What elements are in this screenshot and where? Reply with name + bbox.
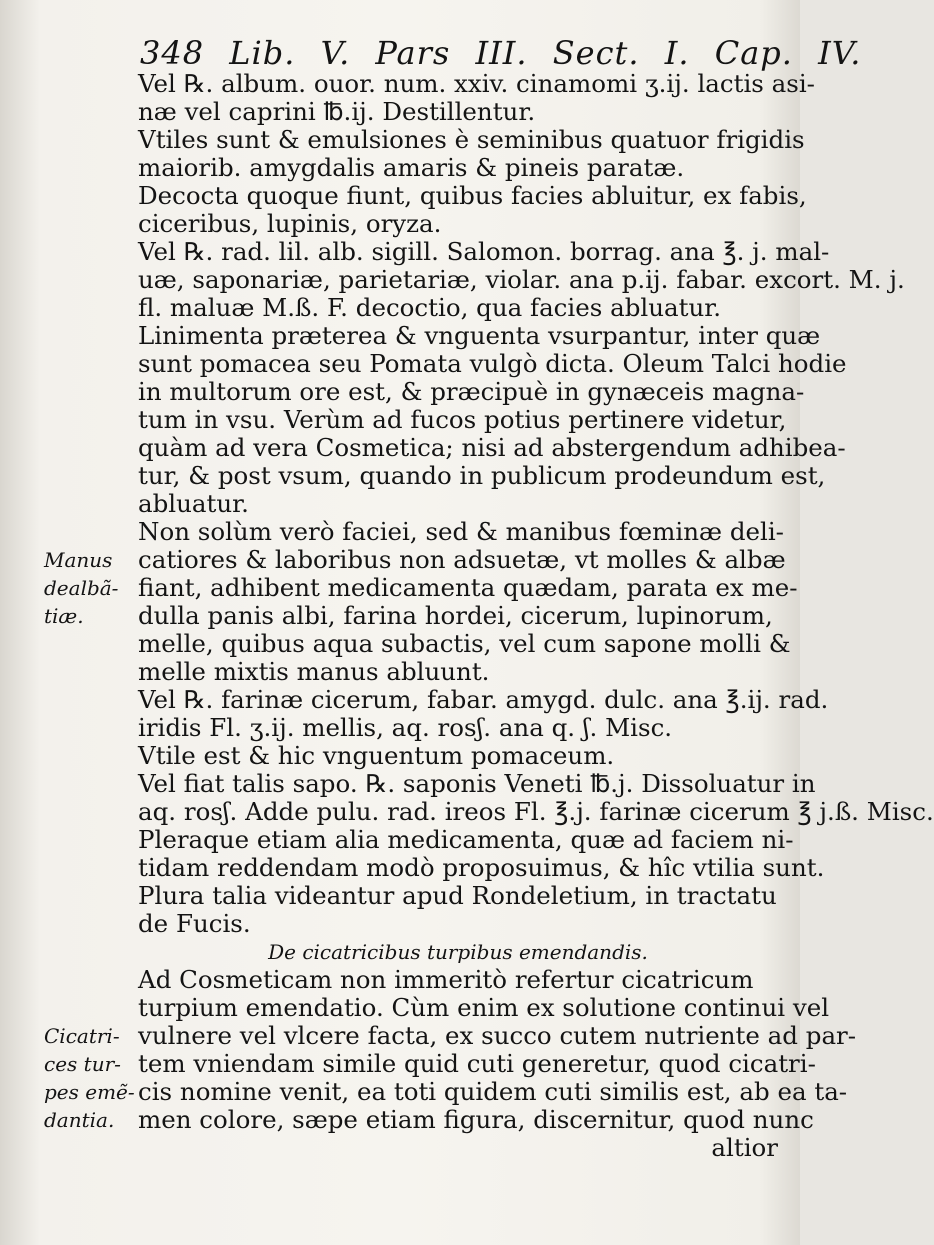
header-chapter: Cap. IV. <box>714 34 862 72</box>
body-text <box>138 69 934 1162</box>
margin-note-line: Cicatri- <box>44 1024 120 1048</box>
text-line: dulla panis albi, farina hordei, cicerum, lupinorum, <box>138 601 773 630</box>
text-line: Pleraque etiam alia medicamenta, quæ ad faciem ni- <box>138 825 794 854</box>
text-line: turpium emendatio. Cùm enim ex solutione continui vel <box>138 993 830 1022</box>
text-line: cis nomine venit, ea toti quidem cuti similis est, ab ea ta- <box>138 1077 848 1106</box>
header-section: Sect. I. <box>552 34 690 72</box>
margin-note-line: Manus <box>44 548 113 572</box>
text-line: Vtile est & hic vnguentum pomaceum. <box>138 741 615 770</box>
margin-note-line: tiæ. <box>44 604 84 628</box>
text-line: fiant, adhibent medicamenta quædam, parata ex me- <box>138 573 798 602</box>
text-line: melle mixtis manus abluunt. <box>138 657 490 686</box>
page-number: 348 <box>140 34 205 72</box>
text-line: fl. maluæ M.ß. F. decoctio, qua facies abluatur. <box>138 293 722 322</box>
text-line: men colore, sæpe etiam figura, discernitur, quod nunc <box>138 1105 814 1134</box>
text-line: iridis Fl. ʒ.ij. mellis, aq. rosʃ. ana q. ʃ. Misc. <box>138 713 673 742</box>
text-line: quàm ad vera Cosmetica; nisi ad abstergendum adhibea- <box>138 433 846 462</box>
text-line: in multorum ore est, & præcipuè in gynæceis magna- <box>138 377 805 406</box>
text-line: Ad Cosmeticam non immeritò refertur cicatricum <box>138 965 754 994</box>
margin-note-cicatrices <box>44 1022 134 1134</box>
running-header <box>140 34 862 72</box>
text-line: maiorib. amygdalis amaris & pineis paratæ. <box>138 153 685 182</box>
text-line: catiores & laboribus non adsuetæ, vt molles & albæ <box>138 545 786 574</box>
text-line: de Fucis. <box>138 909 251 938</box>
text-line: aq. rosʃ. Adde pulu. rad. ireos Fl. ℥.j. farinæ cicerum ℥ j.ß. Misc. <box>138 797 934 826</box>
text-line: tum in vsu. Verùm ad fucos potius pertinere videtur, <box>138 405 787 434</box>
margin-note-manus <box>44 546 134 630</box>
margin-note-line: pes emẽ- <box>44 1080 135 1104</box>
text-line: Decocta quoque fiunt, quibus facies abluitur, ex fabis, <box>138 181 807 210</box>
text-line: Non solùm verò faciei, sed & manibus fœminæ deli- <box>138 517 784 546</box>
margin-note-line: dantia. <box>44 1108 115 1132</box>
header-book: Lib. V. <box>229 34 351 72</box>
text-line: Vel ℞. album. ouor. num. xxiv. cinamomi ʒ.ij. lactis asi- <box>138 69 815 98</box>
text-line: uæ, saponariæ, parietariæ, violar. ana p.ij. fabar. excort. M. j. <box>138 265 905 294</box>
text-line: ciceribus, lupinis, oryza. <box>138 209 442 238</box>
text-line: Vel ℞. rad. lil. alb. sigill. Salomon. borrag. ana ℥. j. mal- <box>138 237 830 266</box>
text-line: Plura talia videantur apud Rondeletium, in tractatu <box>138 881 777 910</box>
text-line: tem vniendam simile quid cuti generetur, quod cicatri- <box>138 1049 816 1078</box>
text-line: næ vel caprini ℔.ij. Destillentur. <box>138 97 536 126</box>
catchword: altior <box>711 1133 778 1162</box>
section-heading: De cicatricibus turpibus emendandis. <box>268 940 648 964</box>
text-line: Linimenta præterea & vnguenta vsurpantur, inter quæ <box>138 321 821 350</box>
text-line: tidam reddendam modò proposuimus, & hîc vtilia sunt. <box>138 853 825 882</box>
text-line: melle, quibus aqua subactis, vel cum sapone molli & <box>138 629 791 658</box>
text-line: Vel fiat talis sapo. ℞. saponis Veneti ℔.j. Dissoluatur in <box>138 769 816 798</box>
header-part: Pars III. <box>375 34 528 72</box>
text-line: Vel ℞. farinæ cicerum, fabar. amygd. dulc. ana ℥.ij. rad. <box>138 685 829 714</box>
text-line: abluatur. <box>138 489 249 518</box>
text-line: vulnere vel vlcere facta, ex succo cutem nutriente ad par- <box>138 1021 857 1050</box>
text-line: Vtiles sunt & emulsiones è seminibus quatuor frigidis <box>138 125 805 154</box>
text-line: tur, & post vsum, quando in publicum prodeundum est, <box>138 461 826 490</box>
margin-note-line: ces tur- <box>44 1052 121 1076</box>
margin-note-line: dealbã- <box>44 576 119 600</box>
text-line: sunt pomacea seu Pomata vulgò dicta. Oleum Talci hodie <box>138 349 847 378</box>
